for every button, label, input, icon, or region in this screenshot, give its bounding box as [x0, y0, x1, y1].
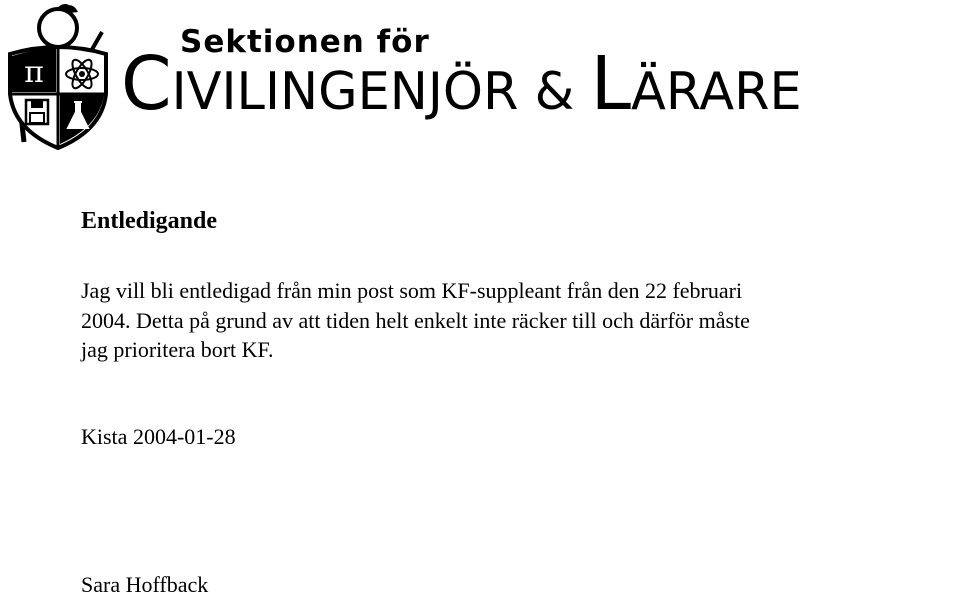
letter-body [81, 276, 901, 365]
logo-initial-l: L [590, 41, 632, 127]
logo-larare: ÄRARE [631, 62, 802, 122]
crest-pi-symbol: π [24, 55, 44, 90]
logo-civilingenjor: IVILINGENJÖR & [171, 62, 591, 122]
logo-initial-c: C [121, 41, 172, 127]
section-crest-icon [2, 2, 114, 150]
letter-title: Entledigande [81, 208, 218, 234]
body-line: 2004. Detta på grund av att tiden helt enkelt inte räcker till och därför måste [81, 307, 750, 333]
logo-top-line: Sektionen för [180, 24, 430, 60]
body-line: Jag vill bli entledigad från min post som KF-suppleant från den 22 februari [81, 278, 743, 303]
body-line: jag prioritera bort KF. [81, 337, 274, 362]
letterhead [0, 0, 959, 155]
signature-name: Sara Hoffback [81, 572, 209, 597]
place-and-date: Kista 2004-01-28 [81, 424, 236, 449]
